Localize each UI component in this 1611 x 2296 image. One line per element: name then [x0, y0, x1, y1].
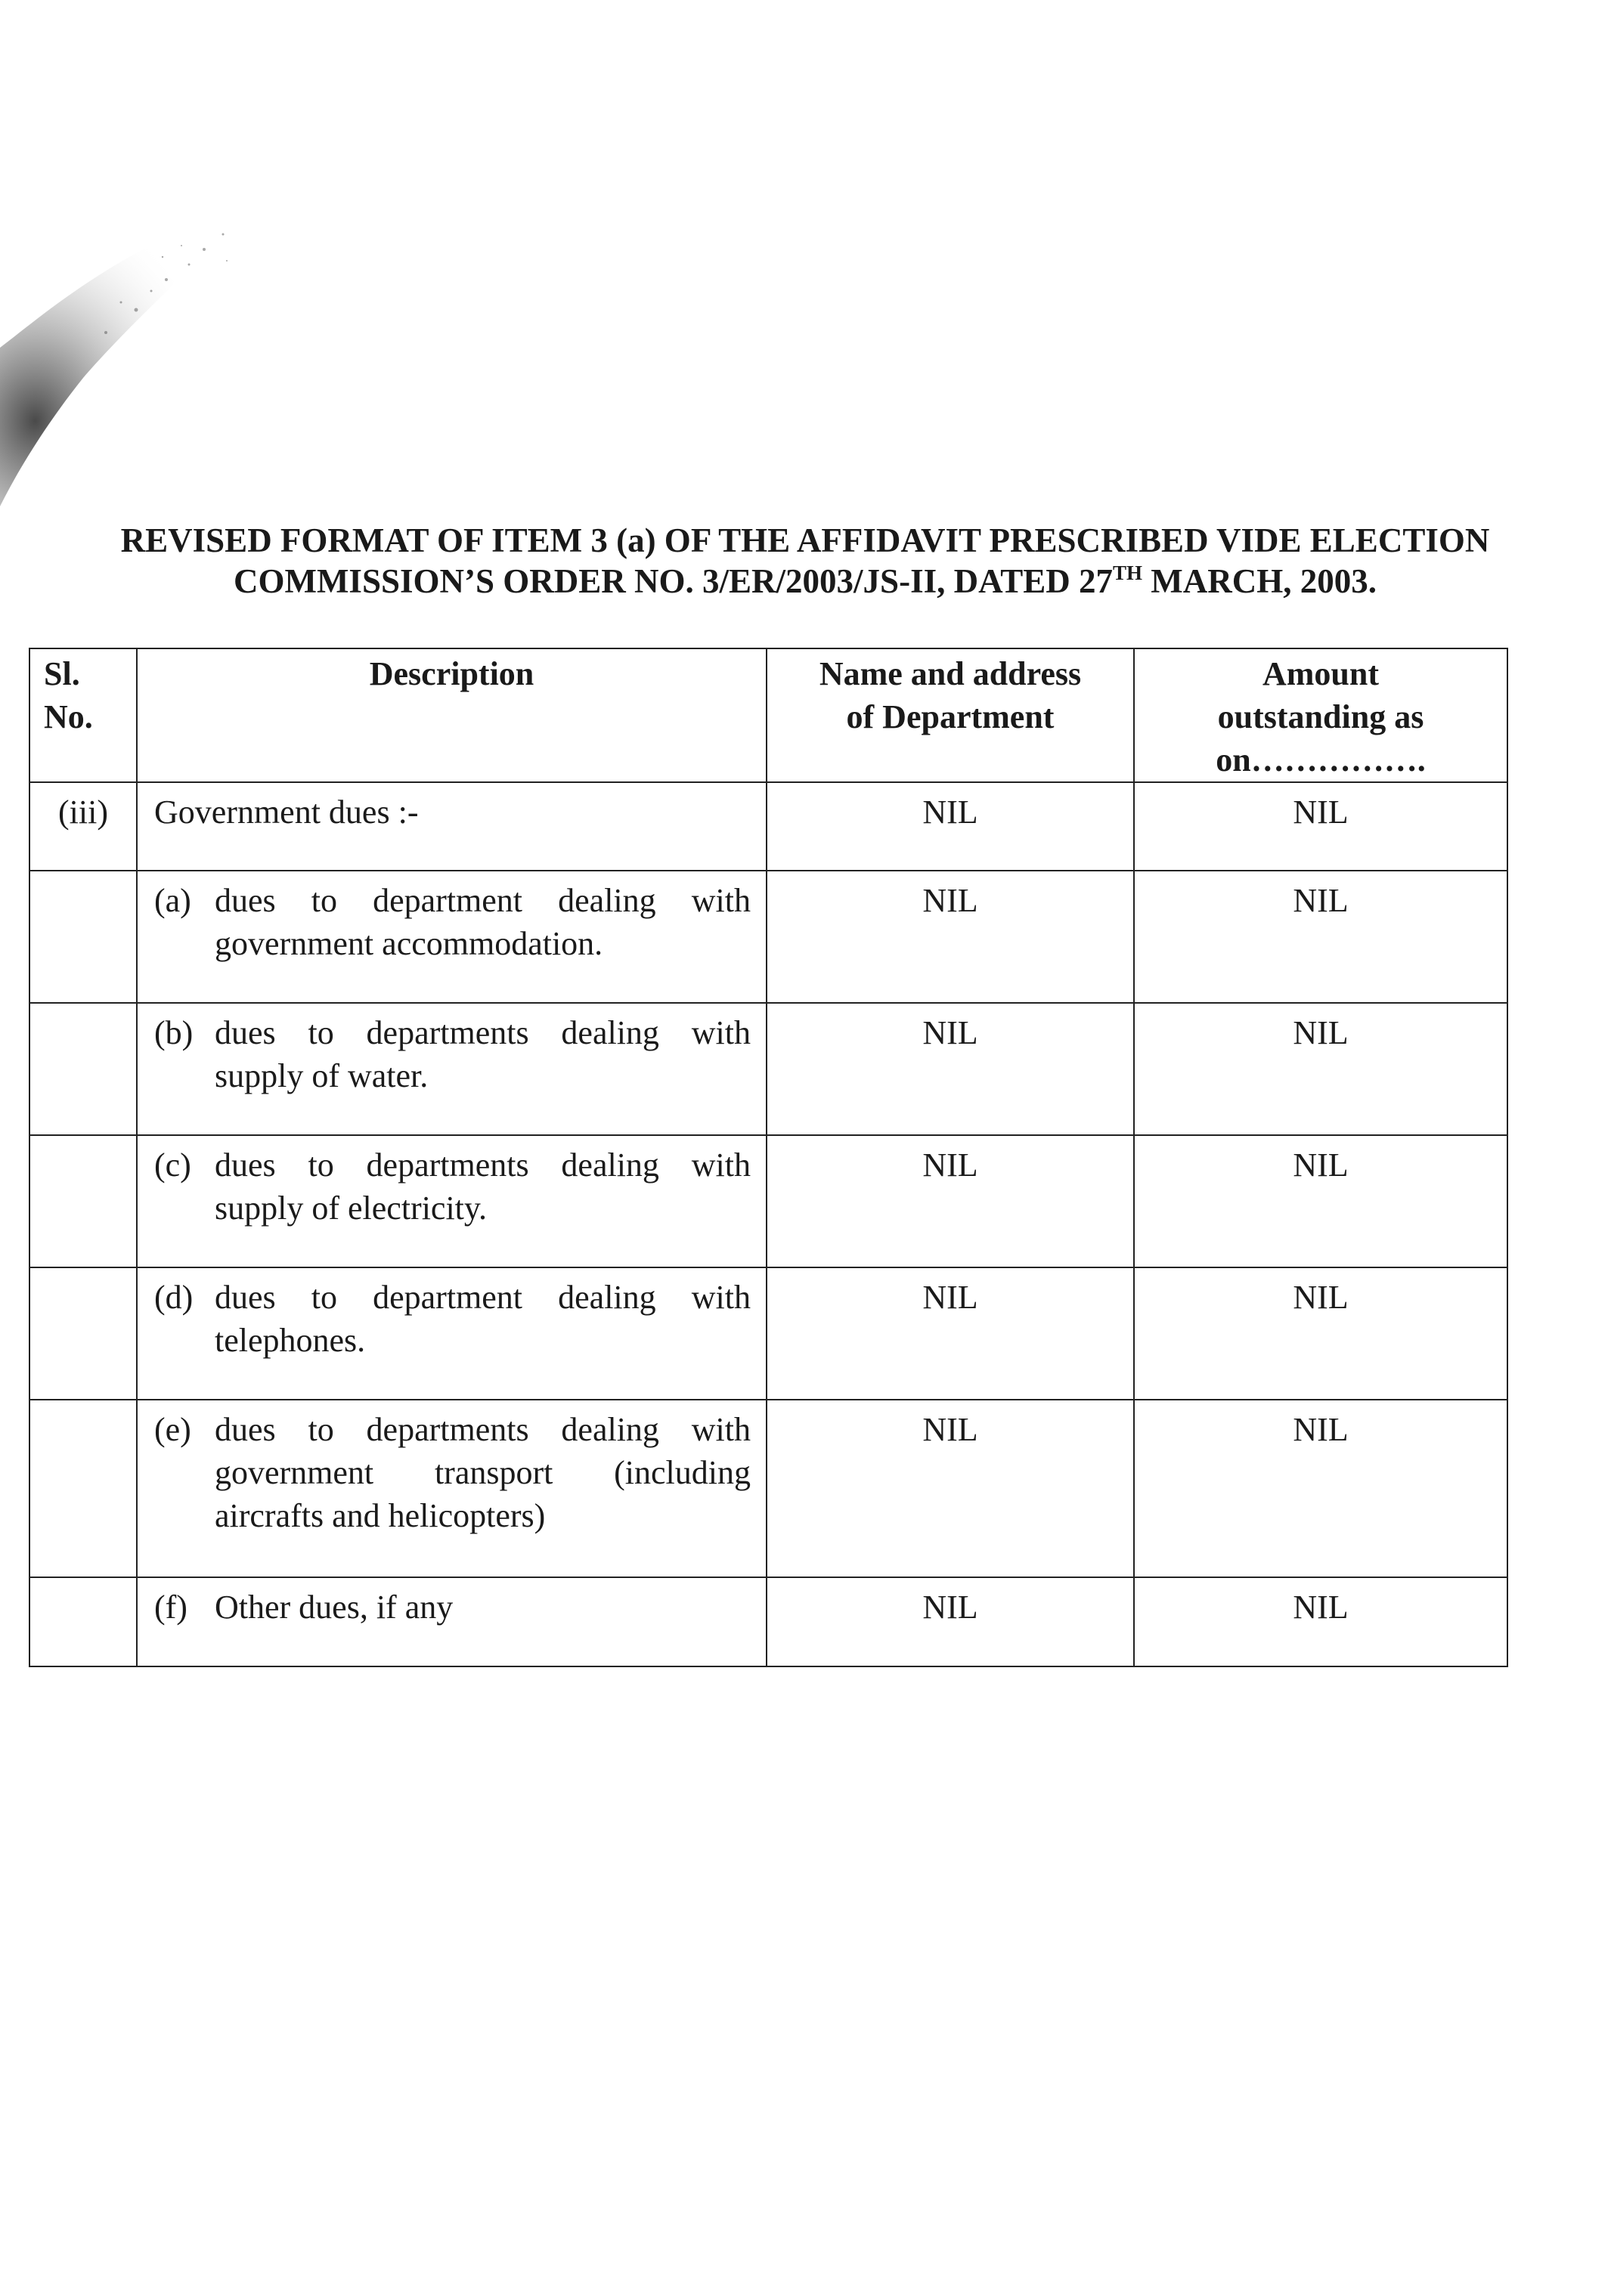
row-department: NIL [767, 871, 1134, 1003]
table-row [29, 871, 1507, 1003]
heading-line-2-end: MARCH, 2003. [1142, 562, 1377, 600]
row-department: NIL [767, 782, 1134, 871]
item-text: Other dues, if any [215, 1589, 454, 1626]
row-description [137, 1267, 767, 1400]
table-row [29, 1003, 1507, 1135]
row-department: NIL [767, 1577, 1134, 1666]
heading-line-2-text: COMMISSION’S ORDER NO. 3/ER/2003/JS-II, DATED 27 [233, 562, 1114, 600]
row-description [137, 1400, 767, 1577]
row-amount: NIL [1134, 1003, 1507, 1135]
document-heading [45, 520, 1565, 602]
header-department-line-2: of Department [846, 698, 1055, 735]
item-label: (c) [154, 1146, 191, 1184]
row-department: NIL [767, 1135, 1134, 1267]
header-sl-line: Sl. [44, 655, 80, 692]
table-header-row [29, 648, 1507, 782]
row-description: Government dues :- [137, 782, 767, 871]
item-text: dues to department dealing with telephones. [215, 1279, 751, 1359]
government-dues-table [29, 648, 1508, 1667]
heading-line-1: REVISED FORMAT OF ITEM 3 (a) OF THE AFFIDAVIT PRESCRIBED VIDE ELECTION [120, 521, 1490, 559]
header-amount-line-3: on……………. [1216, 741, 1426, 778]
item-text: dues to department dealing with government accommodation. [215, 882, 751, 962]
item-label: (e) [154, 1411, 191, 1448]
row-amount: NIL [1134, 1267, 1507, 1400]
row-description [137, 871, 767, 1003]
item-label: (f) [154, 1589, 187, 1626]
item-text: dues to departments dealing with supply of water. [215, 1014, 751, 1094]
row-description [137, 1003, 767, 1135]
header-amount [1134, 648, 1507, 782]
row-amount: NIL [1134, 1135, 1507, 1267]
row-sl-no-empty [29, 1400, 137, 1577]
row-amount: NIL [1134, 1400, 1507, 1577]
row-amount: NIL [1134, 1577, 1507, 1666]
item-label: (a) [154, 882, 191, 919]
header-no-line: No. [44, 698, 93, 735]
heading-line-2 [45, 561, 1565, 602]
row-sl-no-empty [29, 1577, 137, 1666]
table-row [29, 1577, 1507, 1666]
row-sl-no-empty [29, 1003, 137, 1135]
row-sl-no-empty [29, 871, 137, 1003]
heading-superscript: TH [1113, 562, 1143, 584]
header-description: Description [137, 648, 767, 782]
item-text: dues to departments dealing with government transport (including aircrafts and helicopters) [215, 1411, 751, 1534]
row-department: NIL [767, 1267, 1134, 1400]
row-sl-no: (iii) [29, 782, 137, 871]
item-label: (b) [154, 1014, 194, 1051]
header-amount-line-1: Amount [1262, 655, 1380, 692]
row-amount: NIL [1134, 782, 1507, 871]
table-row [29, 1400, 1507, 1577]
row-sl-no-empty [29, 1267, 137, 1400]
header-amount-line-2: outstanding as [1217, 698, 1424, 735]
header-sl-no [29, 648, 137, 782]
row-description [137, 1577, 767, 1666]
table-row [29, 1267, 1507, 1400]
table-row [29, 1135, 1507, 1267]
header-department-line-1: Name and address [819, 655, 1082, 692]
header-department [767, 648, 1134, 782]
item-label: (d) [154, 1279, 194, 1316]
row-sl-no-empty [29, 1135, 137, 1267]
table-row-government-dues [29, 782, 1507, 871]
row-department: NIL [767, 1003, 1134, 1135]
row-department: NIL [767, 1400, 1134, 1577]
row-description [137, 1135, 767, 1267]
scan-smudge [0, 219, 249, 506]
item-text: dues to departments dealing with supply of electricity. [215, 1146, 751, 1227]
row-amount: NIL [1134, 871, 1507, 1003]
